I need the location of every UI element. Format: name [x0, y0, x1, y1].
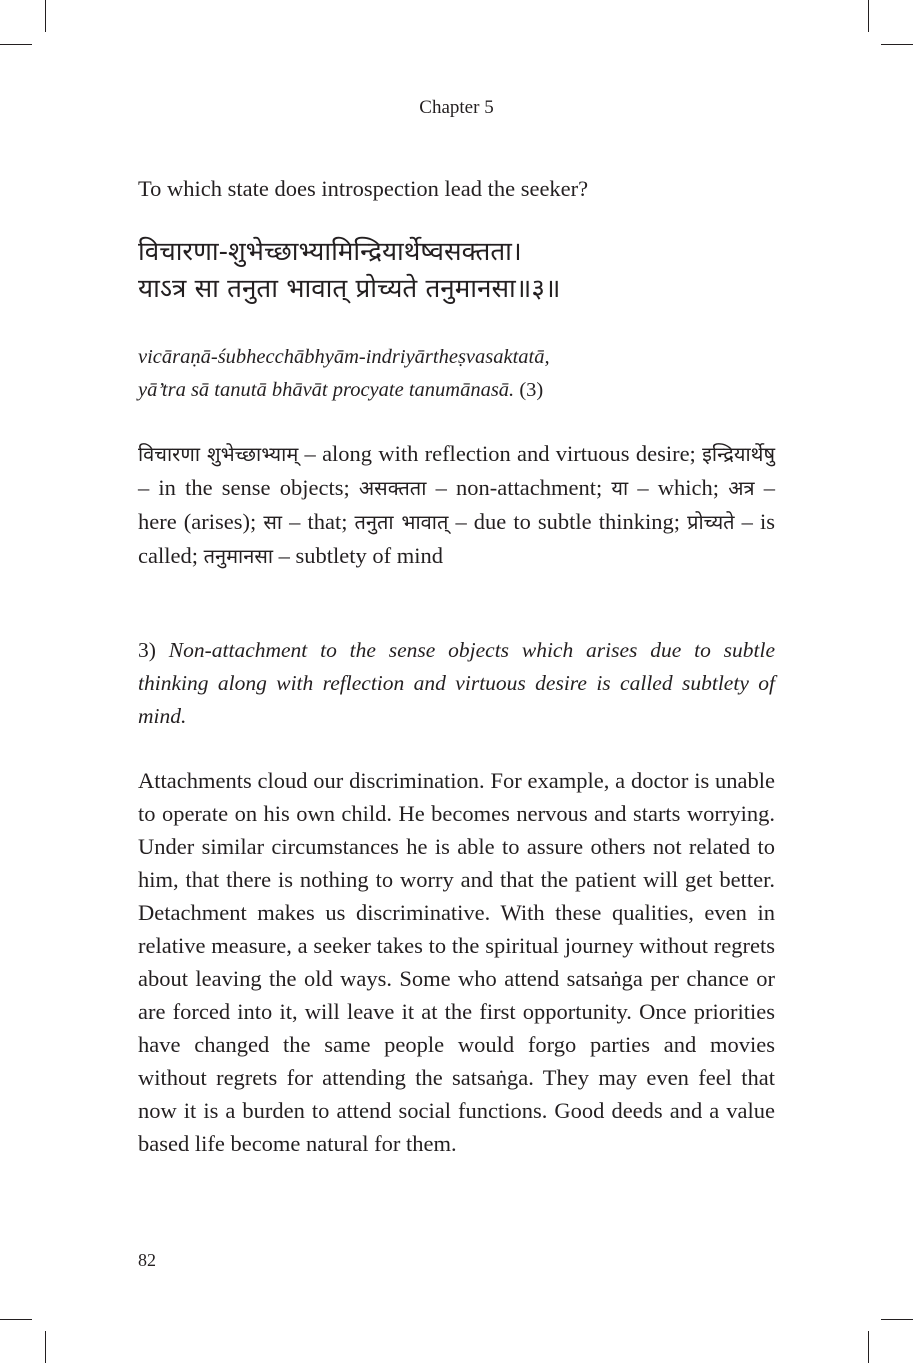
crop-mark-top-left-horizontal	[0, 44, 32, 45]
word-glossary	[138, 437, 775, 573]
verse-devanagari	[138, 234, 775, 308]
crop-mark-bottom-left	[45, 1331, 46, 1363]
crop-mark-bottom-right-horizontal	[881, 1319, 913, 1320]
crop-mark-top-left	[45, 0, 46, 32]
glossary-meaning: – along with reflection and virtuous desire;	[298, 441, 703, 466]
glossary-term: तनुमानसा	[203, 544, 274, 568]
glossary-term: तनुता भावात्	[354, 510, 449, 534]
page-number: 82	[138, 1250, 156, 1270]
glossary-term: सा	[263, 510, 283, 534]
verse-translation	[138, 634, 775, 733]
glossary-term: विचारणा शुभेच्छाभ्याम्	[138, 442, 299, 466]
crop-mark-bottom-left-horizontal	[0, 1319, 32, 1320]
glossary-meaning: – which;	[628, 475, 729, 500]
glossary-term: या	[611, 476, 629, 500]
glossary-meaning: – due to subtle thinking;	[448, 509, 688, 534]
glossary-meaning: – is called;	[138, 509, 775, 568]
translation-number: 3)	[138, 638, 156, 662]
glossary-meaning: – non-attachment;	[426, 475, 612, 500]
running-head: Chapter 5	[419, 97, 494, 118]
glossary-meaning: – subtlety of mind	[273, 543, 444, 568]
crop-mark-bottom-right	[868, 1331, 869, 1363]
glossary-term: अत्र	[728, 476, 755, 500]
glossary-meaning: – that;	[282, 509, 355, 534]
crop-mark-top-right	[868, 0, 869, 32]
question: To which state does introspection lead the seeker?	[138, 176, 589, 201]
glossary-term: इन्द्रियार्थेषु	[702, 442, 775, 466]
verse-line-1: विचारणा-शुभेच्छाभ्यामिन्द्रियार्थेष्वसक्तता।	[138, 237, 522, 267]
transliteration-line-2	[138, 374, 775, 407]
verse-line-2: याऽत्र सा तनुता भावात् प्रोच्यते तनुमानसा॥३॥	[138, 274, 561, 304]
transliteration-line-2-text: yā’tra sā tanutā bhāvāt procyate tanumānasā.	[138, 379, 515, 401]
glossary-term: प्रोच्यते	[687, 510, 735, 534]
verse-transliteration	[138, 341, 775, 407]
translation-text: Non-attachment to the sense objects which arises due to subtle thinking along with reflection and virtuous desire is called subtlety of mind.	[138, 638, 775, 728]
glossary-term: असक्तता	[358, 476, 427, 500]
glossary-meaning: – in the sense objects;	[138, 475, 359, 500]
verse-number: (3)	[519, 379, 544, 401]
crop-mark-top-right-horizontal	[881, 44, 913, 45]
transliteration-line-1: vicāraṇā-śubhecchābhyām-indriyārtheṣvasaktatā,	[138, 346, 550, 368]
commentary-paragraph: Attachments cloud our discrimination. For example, a doctor is unable to operate on his own child. He becomes nervous and starts worrying. Under similar circumstances he is able to assure others not related to him, that there is nothing to worry and that the patient will get better. Detachment makes us discriminative. With these qualities, even in relative measure, a seeker takes to the spiritual journey without regrets about leaving the old ways. Some who attend satsaṅga per chance or are forced into it, will leave it at the first opportunity. Once priorities have changed the same people would forgo parties and movies without regrets for attending the satsaṅga. They may even feel that now it is a burden to attend social functions. Good deeds and a value based life become natural for them.	[138, 768, 775, 1156]
glossary-meaning: – here (arises);	[138, 475, 775, 534]
